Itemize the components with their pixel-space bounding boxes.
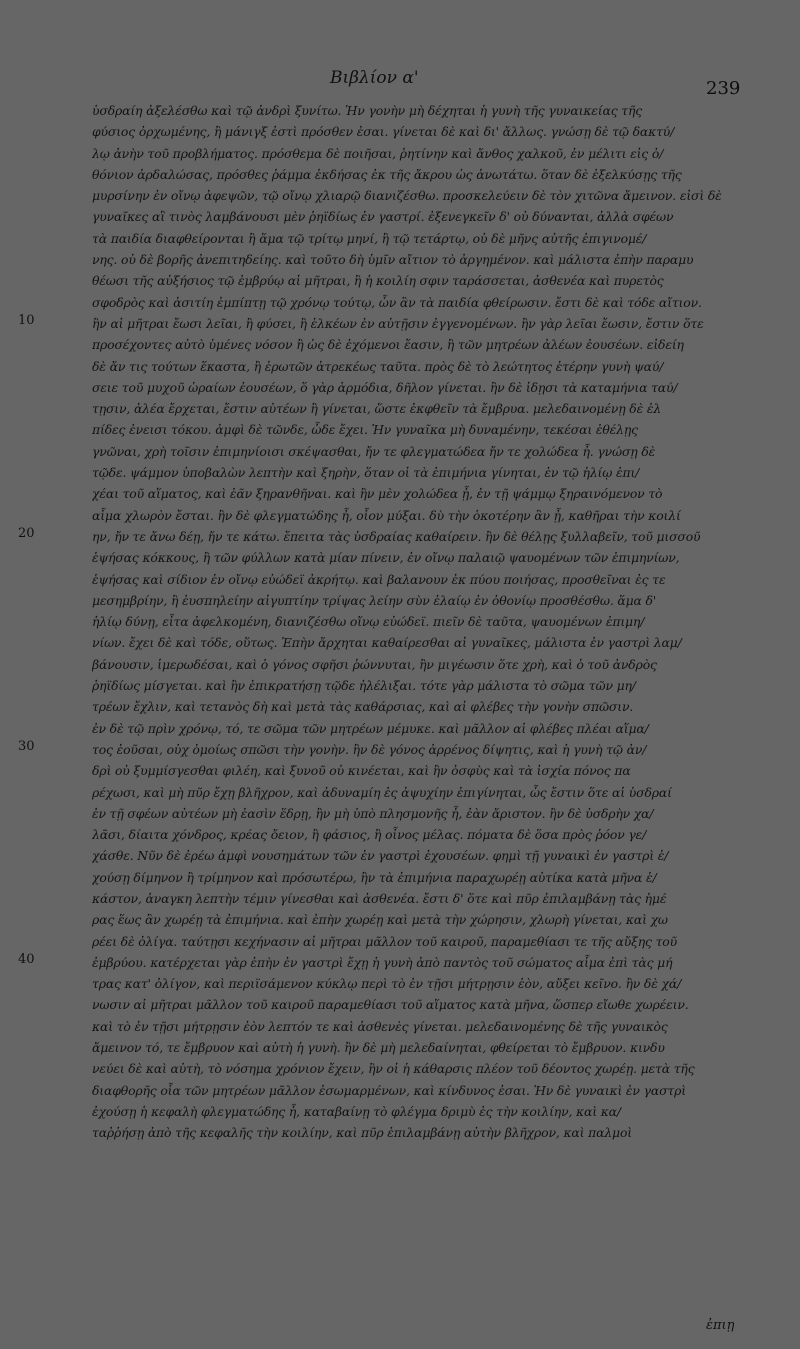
text-line: νεύει δὲ καὶ αὐτὴ, τὸ νόσημα χρόνιον ἔχειν, ἢν οἱ ἡ κάθαρσις πλέον τοῦ δέοντος χωρέῃ. μετὰ τῆς: [92, 1061, 695, 1077]
text-line: ἐμβρύου. κατέρχεται γὰρ ἐπὴν ἐν γαστρὶ ἔχῃ ἡ γυνὴ ἀπὸ παντὸς τοῦ σώματος αἷμα ἐπὶ τὰς μή: [92, 954, 673, 970]
text-line: τὰ παιδία διαφθείρονται ἢ ἅμα τῷ τρίτῳ μηνί, ἢ τῷ τετάρτῳ, οὐ δὲ μῆνς αὐτῆς ἐπιγινομέ/: [92, 230, 647, 246]
text-line: ἐν δὲ τῷ πρὶν χρόνῳ, τό, τε σῶμα τῶν μητρέων μέμυκε. καὶ μᾶλλον αἱ φλέβες πλέαι αἵμα/: [92, 720, 649, 736]
text-line: σφοδρὸς καὶ ἀσιτίη ἐμπίπτῃ τῷ χρόνῳ τούτῳ, ὧν ἂν τὰ παιδία φθείρωσιν. ἔστι δὲ καὶ τόδε αἴτιον.: [92, 294, 702, 310]
text-line: προσέχοντες αὐτὸ ὑμένες νόσον ἢ ὡς δὲ ἐχόμενοι ἔασιν, ἢ τῶν μητρέων ἀλέων ἐουσέων. εἰδείη: [92, 337, 684, 353]
text-line: πίδες ἐνεισι τόκου. ἀμφὶ δὲ τῶνδε, ὧδε ἔχει. Ἡν γυναῖκα μὴ δυναμένην, τεκέσαι ἐθέλῃς: [92, 422, 638, 438]
text-line: χούσῃ δίμηνον ἢ τρίμηνον καὶ πρόσωτέρω, ἢν τὰ ἐπιμήνια παραχωρέῃ αὐτίκα κατὰ μῆνα ἑ/: [92, 869, 657, 885]
text-line: ρέχωσι, καὶ μὴ πῦρ ἔχῃ βλῆχρον, καὶ ἀδυναμίη ἐς ἀψυχίην ἐπιγίνηται, ὧς ἔστιν ὅτε αἱ ὑσδραί: [92, 784, 672, 800]
line-number: 40: [18, 952, 35, 967]
text-line: νίων. ἔχει δὲ καὶ τόδε, οὕτως. Ἐπὴν ἄρχηται καθαίρεσθαι αἱ γυναῖκες, μάλιστα ἐν γαστρὶ λαμ/: [92, 635, 682, 651]
text-line: τῷδε. ψάμμον ὑποβαλὼν λεπτὴν καὶ ξηρὴν, ὅταν οἱ τὰ ἐπιμήνια γίνηται, ἐν τῷ ἡλίῳ ἐπι/: [92, 465, 640, 481]
text-line: βάνουσιν, ἱμερωδέσαι, καὶ ὁ γόνος σφῆσι ῥώννυται, ἢν μιγέωσιν ὅτε χρὴ, καὶ ὁ τοῦ ἀνδρὸς: [92, 656, 657, 672]
text-line: ἢν αἱ μῆτραι ἔωσι λεῖαι, ἢ φύσει, ἢ ἑλκέων ἐν αὐτῇσιν ἐγγενομένων. ἢν γὰρ λεῖαι ἔωσιν, ἔστιν ὅτε: [92, 315, 704, 331]
text-line: αἷμα χλωρὸν ἔσται. ἢν δὲ φλεγματώδης ἦ, οἷον μύξαι. δὺ τὴν ὁκοτέρην ἂν ᾖ, καθῆραι τὴν κοιλί: [92, 507, 681, 523]
running-title: Βιβλίον α': [330, 68, 419, 88]
text-line: λῳ ἀνὴν τοῦ προβλήματος. πρόσθεμα δὲ ποιῆσαι, ῥητίνην καὶ ἄνθος χαλκοῦ, ἐν μέλιτι εἰς ὀ/: [92, 145, 664, 161]
text-line: ὑσδραίη ἀξελέσθω καὶ τῷ ἀνδρὶ ξυνίτω. Ἡν γονὴν μὴ δέχηται ἡ γυνὴ τῆς γυναικείας τῆς: [92, 103, 643, 118]
text-line: ρας ἕως ἂν χωρέῃ τὰ ἐπιμήνια. καὶ ἐπὴν χωρέῃ καὶ μετὰ τὴν χώρησιν, χλωρὴ γίνεται, καὶ χω: [92, 912, 668, 928]
text-line: ἄμεινον τό, τε ἔμβρυον καὶ αὐτὴ ἡ γυνὴ. ἢν δὲ μὴ μελεδαίνηται, φθείρεται τὸ ἔμβρυον. κινδυ: [92, 1040, 665, 1056]
text-line: καὶ τὸ ἐν τῇσι μήτρῃσιν ἐὸν λεπτόν τε καὶ ἀσθενὲς γίνεται. μελεδαινομένης δὲ τῆς γυναικὸς: [92, 1018, 668, 1034]
page-number: 239: [706, 78, 741, 99]
text-line: τος ἐοῦσαι, οὐχ ὁμοίως σπῶσι τὴν γονὴν. ἢν δὲ γόνος ἀρρένος δίψητις, καὶ ἡ γυνὴ τῷ ἀν/: [92, 741, 647, 757]
text-line: ἐχούσῃ ἡ κεφαλὴ φλεγματώδης ἦ, καταβαίνῃ τὸ φλέγμα δριμὺ ἐς τὴν κοιλίην, καὶ κα/: [92, 1103, 621, 1119]
text-line: φύσιος ὀρχωμένης, ἢ μάνιγξ ἐστὶ πρόσθεν ἐσαι. γίνεται δὲ καὶ δι' ἄλλως. γνώσῃ δὲ τῷ δακτύ/: [92, 124, 675, 140]
line-number: 30: [18, 739, 35, 754]
text-line: ρέει δὲ ὀλίγα. ταύτῃσι κεχήνασιν αἱ μῆτραι μᾶλλον τοῦ καιροῦ, παραμεθίασι τε τῆς αὔξης τοῦ: [92, 933, 677, 949]
text-line: θόνιον ἀρδαλώσας, πρόσθες ῥάμμα ἐκδήσας ἐκ τῆς ἄκρου ὡς ἀνωτάτω. ὅταν δὲ ἐξελκύσῃς τῆς: [92, 166, 682, 182]
text-line: θέωσι τῆς αὐξήσιος τῷ ἐμβρύῳ αἱ μῆτραι, ἢ ἡ κοιλίη σφιν ταράσσεται, ἀσθενέα καὶ πυρετὸς: [92, 273, 664, 289]
text-line: λᾶσι, δίαιτα χόνδρος, κρέας ὄειον, ἢ φάσιος, ἢ οἶνος μέλας. πόματα δὲ ὅσα πρὸς ῥόον γε/: [92, 827, 647, 843]
text-line: κάστον, ἀναγκη λεπτὴν τέμιν γίνεσθαι καὶ ἀσθενέα. ἔστι δ' ὅτε καὶ πῦρ ἐπιλαμβάνῃ τὰς ἡμέ: [92, 890, 667, 906]
line-number: 20: [18, 526, 35, 541]
text-line: δρὶ οὐ ξυμμίσγεσθαι φιλέη, καὶ ξυνοῦ οὐ κινέεται, καὶ ἢν ὀσφὺς καὶ τὰ ἰσχία πόνος πα: [92, 763, 631, 779]
text-line: νης. οὐ δὲ βορῆς ἀνεπιτηδείης. καὶ τοῦτο δὴ ὑμῖν αἴτιον τὸ ἀργημένον. καὶ μάλιστα ἐπὴν παραμυ: [92, 252, 694, 268]
text-line: τρας κατ' ὀλίγον, καὶ περιϊσάμενον κύκλῳ περὶ τὸ ἐν τῇσι μήτρῃσιν ἐὸν, αὔξει κεῖνο. ἢν δὲ χά/: [92, 976, 682, 992]
body-text: [92, 100, 756, 1144]
text-line: σειε τοῦ μυχοῦ ὡραίων ἐουσέων, ὅ γὰρ ἁρμόδια, δῆλον γίνεται. ἢν δὲ ἰδῃσι τὰ καταμήνια ταύ/: [92, 379, 678, 395]
text-line: δὲ ἄν τις τούτων ἕκαστα, ἢ ἐρωτῶν ἀτρεκέως ταῦτα. πρὸς δὲ τὸ λεώτητος ἑτέρην γυνὴ ψαύ/: [92, 358, 664, 374]
text-line: μεσημβρίην, ἢ ἐυσπηλείην αἰγυπτίην τρίψας λείην σὺν ἐλαίῳ ἐν ὀθονίῳ προσθέσθω. ἅμα δ': [92, 592, 657, 608]
text-line: ἑψήσας κόκκους, ἢ τῶν φύλλων κατὰ μίαν πίνειν, ἐν οἴνῳ παλαιῷ ψαυομένων τῶν ἐπιμηνίων,: [92, 550, 680, 566]
text-line: ἐν τῇ σφέων αὐτέων μὴ ἐασὶν ἕδρῃ, ἢν μὴ ὑπὸ πλησμονῆς ἦ, ἐὰν ἄριστον. ἢν δὲ ὑσδρὴν χα/: [92, 805, 654, 821]
text-line: ἑψήσας καὶ σίδιον ἐν οἴνῳ εὐώδεϊ ἀκρήτῳ. καὶ βαλανουν ἐκ πύου ποιήσας, προσθεῖναι ἐς τε: [92, 571, 666, 587]
text-line: τρέων ἔχλιν, καὶ τετανὸς δὴ καὶ μετὰ τὰς καθάρσιας, καὶ αἱ φλέβες τὴν γονὴν σπῶσιν.: [92, 699, 634, 715]
text-line: διαφθορῆς οἷα τῶν μητρέων μᾶλλον ἐσωμαρμένων, καὶ κίνδυνος ἐσαι. Ἡν δὲ γυναικὶ ἐν γαστρὶ: [92, 1082, 686, 1098]
page-header: [0, 68, 800, 98]
text-line: ἡλίῳ δύνῃ, εἶτα ἀφελκομένη, διανιζέσθω οἴνῳ εὐώδεϊ. πιεῖν δὲ ταῦτα, ψαυομένων ἐπιμη/: [92, 614, 645, 630]
text-line: ῥηϊδίως μίσγεται. καὶ ἢν ἐπικρατήσῃ τῷδε ἠλέλιξαι. τότε γὰρ μάλιστα τὸ σῶμα τῶν μη/: [92, 678, 636, 694]
text-line: ταῤῥήσῃ ἀπὸ τῆς κεφαλῆς τὴν κοιλίην, καὶ πῦρ ἐπιλαμβάνῃ αὐτὴν βλῆχρον, καὶ παλμοὶ: [92, 1125, 632, 1141]
text-line: γυναῖκες αἳ τινὸς λαμβάνουσι μὲν ῥηϊδίως ἐν γαστρί. ἐξενεγκεῖν δ' οὐ δύνανται, ἀλλὰ σφέων: [92, 209, 674, 225]
text-line: γνῶναι, χρὴ τοῖσιν ἐπιμηνίοισι σκέψασθαι, ἤν τε φλεγματώδεα ἤν τε χολώδεα ἦ. γνώσῃ δὲ: [92, 443, 656, 459]
text-line: τῃσιν, ἀλέα ἔρχεται, ἔστιν αὐτέων ἢ γίνεται, ὥστε ἐκφθεῖν τὰ ἔμβρυα. μελεδαινομένῃ δὲ ἐλ: [92, 401, 662, 417]
text-line: χέαι τοῦ αἵματος, καὶ ἐᾶν ξηρανθῆναι. καὶ ἢν μὲν χολώδεα ᾖ, ἐν τῇ ψάμμῳ ξηραινόμενον τὸ: [92, 486, 663, 502]
catchword: ἐπιῃ: [706, 1318, 735, 1333]
text-line: χάσθε. Νῦν δὲ ἐρέω ἀμφὶ νουσημάτων τῶν ἐν γαστρὶ ἐχουσέων. φημὶ τῇ γυναικὶ ἐν γαστρὶ ἐ/: [92, 848, 669, 864]
line-number: 10: [18, 313, 35, 328]
text-line: ην, ἤν τε ἄνω δέῃ, ἤν τε κάτω. ἔπειτα τὰς ὑσδραίας καθαίρειν. ἢν δὲ θέλῃς ξυλλαβεῖν, τοῦ μισσοῦ: [92, 528, 701, 544]
text-line: μυρσίνην ἐν οἴνῳ ἀφεψῶν, τῷ οἴνῳ χλιαρῷ διανιζέσθω. προσκελεύειν δὲ τὸν χιτῶνα ἄμεινον. εἰσὶ δὲ: [92, 188, 722, 204]
text-line: νωσιν αἱ μῆτραι μᾶλλον τοῦ καιροῦ παραμεθίασι τοῦ αἵματος κατὰ μῆνα, ὥσπερ εἴωθε χωρέειν.: [92, 997, 689, 1013]
